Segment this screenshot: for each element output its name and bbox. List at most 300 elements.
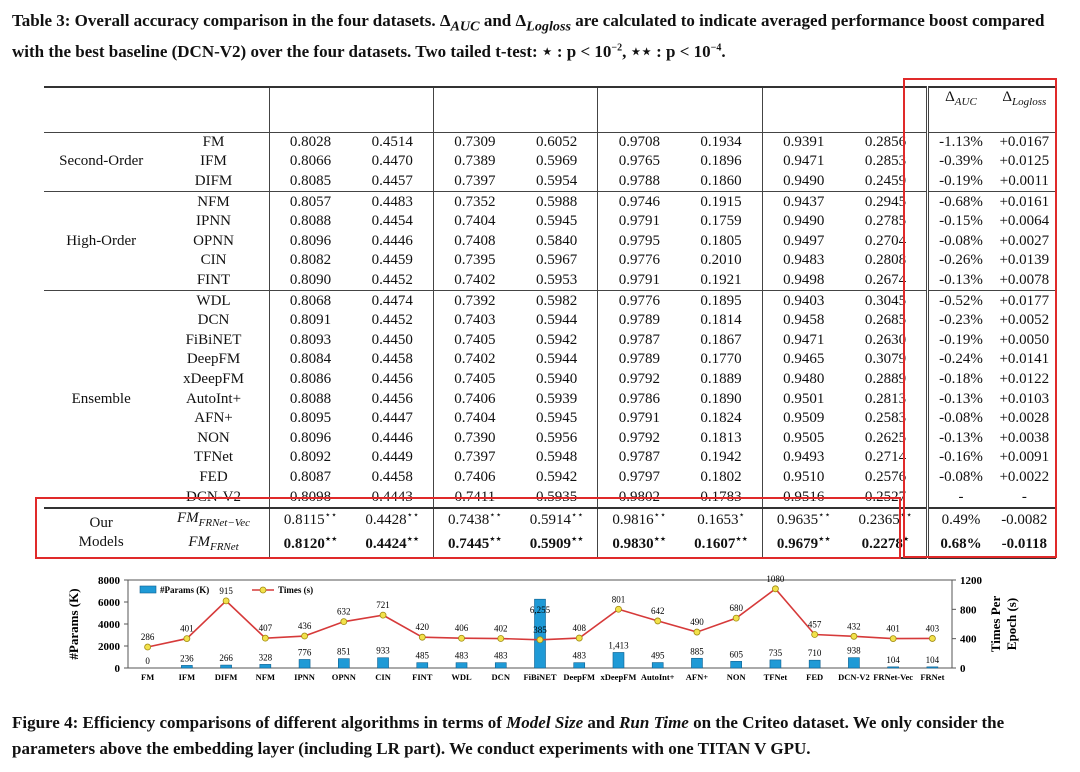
metric-value: 0.1860 [680, 172, 762, 192]
metric-value: 0.7408 [454, 232, 496, 249]
significance-stars: ⋆⋆ [653, 510, 667, 522]
group-name: High-Order [44, 192, 158, 291]
time-point-label: 401 [180, 623, 194, 634]
delta-logloss-value: +0.0091 [999, 449, 1050, 466]
delta-logloss-value: +0.0122 [999, 371, 1050, 388]
param-bar-label: 104 [925, 654, 940, 665]
metric-value: 0.9791 [618, 410, 660, 427]
time-point [733, 615, 739, 621]
metric-value: 0.7403 [454, 312, 496, 329]
x-tick-label: FINT [412, 672, 433, 682]
group-name: Ensemble [44, 291, 158, 508]
delta-auc-value: -0.19% [928, 172, 993, 192]
delta-logloss-value: +0.0050 [999, 331, 1050, 348]
our-model-name: $FM_{FRNet-Vec}$ [158, 508, 269, 533]
delta-logloss-value: +0.0052 [999, 312, 1050, 329]
metric-value: 0.5982 [516, 291, 598, 311]
our-model-row [44, 533, 1056, 558]
metric-value: 0.5944 [516, 350, 598, 370]
param-bar-label: 483 [454, 650, 469, 661]
time-point-label: 632 [337, 606, 351, 617]
significance-stars: ⋆⋆ [818, 534, 831, 546]
x-tick-label: FiBiNET [523, 672, 557, 682]
metric-value: 0.5953 [516, 271, 598, 291]
table-row [44, 429, 1056, 449]
x-tick-label: NON [726, 672, 746, 682]
legend-bar-label: #Params (K) [160, 585, 210, 595]
metric-value: 0.4456 [351, 370, 433, 390]
metric-value: 0.9505 [783, 429, 825, 446]
metric-value: 0.2813 [864, 390, 907, 407]
x-tick-label: FED [806, 672, 824, 682]
param-bar-label: 938 [847, 645, 861, 656]
table-row [44, 232, 1056, 252]
table-row [44, 311, 1056, 331]
metric-value: 0.7405 [454, 371, 496, 388]
metric-value: 0.4514 [351, 132, 433, 152]
time-point [576, 635, 582, 641]
metric-value: 0.2630 [864, 331, 907, 348]
significance-stars: ⋆⋆ [489, 534, 502, 546]
header-dataset-name [269, 87, 433, 112]
metric-value: 0.3079 [864, 351, 907, 368]
metric-value: 0.7397 [454, 449, 496, 466]
metric-value: 0.9465 [783, 351, 825, 368]
x-tick-label: TFNet [763, 672, 788, 682]
delta-logloss-value: +0.0022 [999, 468, 1050, 485]
metric-value: 0.8096 [289, 232, 332, 249]
metric-value: 0.9708 [598, 132, 680, 152]
header-delta-logloss: $\Delta_{Logloss}$ [993, 87, 1056, 112]
table-row [44, 271, 1056, 291]
model-name: WDL [158, 291, 269, 311]
metric-value: 0.9797 [618, 468, 660, 485]
delta-logloss-value: +0.0125 [999, 153, 1050, 170]
metric-value: 0.2785 [864, 213, 907, 230]
model-name: xDeepFM [158, 370, 269, 390]
metric-value: 0.9787 [618, 331, 660, 348]
metric-value: 0.4446 [351, 232, 433, 252]
metric-value: 0.8095 [289, 410, 332, 427]
delta-logloss-value: +0.0161 [993, 192, 1056, 212]
significance-stars: ⋆⋆ [489, 510, 502, 522]
param-bar-label: 885 [690, 646, 704, 657]
param-bar-label: 495 [650, 650, 665, 661]
metric-value: 0.5988 [516, 192, 598, 212]
time-point [498, 636, 504, 642]
metric-value: 0.1921 [680, 271, 762, 291]
our-model-subscript: FRNet [209, 540, 239, 553]
param-bar-label: 1,413 [608, 640, 629, 651]
x-tick-label: DCN-V2 [838, 672, 870, 682]
table-row [44, 448, 1056, 468]
time-point [772, 586, 778, 592]
delta-logloss-value: +0.0139 [999, 252, 1050, 269]
metric-value: 0.5945 [516, 212, 598, 232]
metric-value: 0.5945 [516, 409, 598, 429]
model-name: DIFM [158, 172, 269, 192]
x-tick-label: NFM [255, 672, 276, 682]
delta-auc-value: -0.23% [928, 311, 993, 331]
legend-bar-swatch [140, 586, 156, 593]
param-bar [221, 665, 232, 668]
model-name: FED [158, 468, 269, 488]
metric-value: 0.8068 [269, 291, 351, 311]
metric-value: 0.8093 [289, 331, 332, 348]
our-metric-value: 0.1607⋆⋆ [680, 533, 762, 558]
metric-value: 0.2856 [845, 132, 928, 152]
metric-value: 0.9403 [762, 291, 844, 311]
y2-tick-label: 800 [960, 604, 977, 617]
delta-logloss-value: +0.0038 [999, 429, 1050, 446]
significance-stars: ⋆ [738, 510, 745, 522]
time-point-label: 432 [847, 621, 861, 632]
time-point [380, 612, 386, 618]
metric-value: 0.5948 [516, 448, 598, 468]
delta-logloss-value: +0.0078 [999, 272, 1050, 289]
table-caption-label: Table 3: [12, 11, 71, 30]
time-point-label: 402 [494, 623, 508, 634]
header-model [44, 87, 158, 112]
param-bar [652, 663, 663, 668]
our-metric-value: 0.2365⋆⋆ [845, 508, 928, 533]
x-tick-label: AutoInt+ [640, 672, 675, 682]
metric-value: 0.9483 [783, 252, 825, 269]
param-bar-label: 483 [572, 650, 586, 661]
time-point [929, 635, 935, 641]
metric-value: 0.5939 [516, 389, 598, 409]
time-point-label: 680 [729, 603, 743, 614]
time-point [184, 636, 190, 642]
table-row [44, 192, 1056, 212]
results-table [44, 86, 1056, 559]
time-point-label: 385 [533, 624, 547, 635]
metric-value: 0.4450 [351, 331, 433, 351]
metric-value: 0.8092 [289, 449, 332, 466]
header-class [44, 112, 158, 132]
param-bar-label: 485 [415, 650, 430, 661]
table-subheader-row [44, 112, 1056, 132]
param-bar-label: 328 [258, 652, 273, 663]
metric-value: 0.9498 [783, 272, 825, 289]
model-name: DCN [158, 311, 269, 331]
model-name: NFM [158, 192, 269, 212]
our-metric-value: 0.7445⋆⋆ [434, 533, 516, 558]
our-metric-value: 0.5909⋆⋆ [516, 533, 598, 558]
time-point [223, 598, 229, 604]
delta-auc-value: -0.16% [928, 448, 993, 468]
metric-value: 0.1942 [680, 448, 762, 468]
metric-value: 0.5969 [516, 152, 598, 172]
metric-value: 0.8088 [289, 213, 332, 230]
table-row [44, 350, 1056, 370]
x-tick-label: OPNN [331, 672, 356, 682]
metric-value: 0.9791 [618, 213, 660, 230]
metric-value: 0.2704 [864, 232, 907, 249]
metric-value: 0.9493 [783, 449, 825, 466]
time-point [459, 635, 465, 641]
metric-value: 0.4459 [351, 251, 433, 271]
metric-value: 0.8082 [289, 252, 332, 269]
delta-logloss-value: +0.0064 [999, 213, 1050, 230]
metric-value: 0.2576 [864, 468, 907, 485]
metric-value: 0.4452 [351, 271, 433, 291]
metric-value: 0.1759 [680, 212, 762, 232]
time-point-label: 642 [650, 605, 665, 616]
our-metric-value: 0.8120⋆⋆ [269, 533, 351, 558]
delta-auc-value: -0.18% [928, 370, 993, 390]
metric-value: 0.2853 [864, 153, 907, 170]
metric-value: 0.8085 [289, 173, 332, 190]
our-metric-value: 0.1653⋆ [680, 508, 762, 533]
metric-value: 0.1814 [680, 311, 762, 331]
metric-value: 0.2674 [864, 272, 907, 289]
metric-value: 0.4458 [351, 468, 433, 488]
param-bar-label: 851 [337, 646, 351, 657]
param-bar [613, 652, 624, 668]
model-name: FM [158, 132, 269, 152]
metric-value: 0.2010 [680, 251, 762, 271]
header-logloss [845, 112, 928, 132]
our-metric-value: 0.7438⋆⋆ [434, 508, 516, 533]
y-axis-label: #Params (K) [66, 588, 81, 660]
metric-value: 0.5944 [516, 311, 598, 331]
delta-auc-value: -0.13% [928, 271, 993, 291]
metric-value: 0.6052 [516, 132, 598, 152]
metric-value: 0.9471 [783, 331, 825, 348]
metric-value: 0.2527 [864, 488, 907, 505]
metric-value: 0.7352 [434, 192, 516, 212]
model-name: FiBiNET [158, 331, 269, 351]
x-tick-label: IPNN [294, 672, 315, 682]
x-tick-label: DIFM [214, 672, 238, 682]
metric-value: 0.4449 [351, 448, 433, 468]
delta-logloss-value: +0.0027 [999, 232, 1050, 249]
time-point-label: 286 [140, 632, 155, 643]
metric-value: 0.7395 [454, 252, 496, 269]
metric-value: 0.5967 [516, 251, 598, 271]
x-tick-label: DeepFM [563, 672, 596, 682]
metric-value: 0.9391 [762, 132, 844, 152]
metric-value: 0.9501 [783, 390, 825, 407]
table-row [44, 487, 1056, 508]
metric-value: 0.2714 [864, 449, 907, 466]
legend-line-marker [260, 587, 266, 593]
our-metric-value: 0.4428⋆⋆ [351, 508, 433, 533]
model-name: DeepFM [158, 350, 269, 370]
delta-auc-value: 0.49% [928, 508, 993, 533]
metric-value: 0.5840 [516, 232, 598, 252]
metric-value: 0.4470 [351, 152, 433, 172]
our-metric-value: 0.9816⋆⋆ [598, 508, 680, 533]
metric-value: 0.2945 [845, 192, 928, 212]
param-bar-label: 735 [768, 647, 783, 658]
metric-value: 0.5942 [516, 468, 598, 488]
our-model-name: $FM_{FRNet}$ [158, 533, 269, 558]
model-name: AFN+ [158, 409, 269, 429]
significance-stars: ⋆⋆ [818, 510, 831, 522]
param-bar-label: 776 [297, 647, 312, 658]
param-bar [731, 661, 742, 668]
metric-value: 0.7389 [454, 153, 496, 170]
param-bar [770, 660, 781, 668]
significance-stars: ⋆⋆ [570, 534, 584, 546]
header-auc [434, 112, 516, 132]
header-logloss [351, 112, 433, 132]
metric-value: 0.4454 [351, 212, 433, 232]
table-row [44, 251, 1056, 271]
time-point [262, 635, 268, 641]
y2-axis-label-1: Times Per [988, 595, 1003, 653]
our-metric-value: 0.2278⋆ [845, 533, 928, 558]
metric-value: 0.9765 [618, 153, 660, 170]
delta-auc-value: -0.08% [928, 232, 993, 252]
param-bar [495, 663, 506, 668]
metric-value: 0.8086 [289, 371, 332, 388]
header-delta-auc: $\Delta_{AUC}$ [928, 87, 993, 112]
metric-value: 0.7404 [454, 213, 496, 230]
metric-value: 0.9776 [598, 291, 680, 311]
time-point-label: 1080 [766, 573, 785, 584]
metric-value: 0.8096 [289, 429, 332, 446]
time-point [851, 633, 857, 639]
metric-value: 0.9802 [618, 488, 660, 505]
metric-value: 0.1802 [680, 468, 762, 488]
metric-value: 0.9792 [618, 429, 660, 446]
delta-logloss-value: +0.0141 [999, 351, 1050, 368]
delta-auc-value: -0.26% [928, 251, 993, 271]
delta-auc-value: -0.68% [928, 192, 993, 212]
y-tick-label: 4000 [98, 619, 120, 631]
significance-stars: ⋆⋆ [735, 534, 748, 546]
metric-value: 0.7402 [454, 272, 496, 289]
metric-value: 0.4483 [351, 192, 433, 212]
metric-value: 0.1896 [680, 152, 762, 172]
metric-value: 0.9746 [598, 192, 680, 212]
header-up-arrow [928, 112, 993, 132]
our-model-row [44, 508, 1056, 533]
metric-value: 0.9789 [618, 351, 660, 368]
metric-value: 0.1770 [680, 350, 762, 370]
model-name: NON [158, 429, 269, 449]
metric-value: 0.9792 [618, 371, 660, 388]
delta-auc-value: -1.13% [928, 132, 993, 152]
table-row [44, 132, 1056, 152]
param-bar [181, 665, 192, 668]
metric-value: 0.4456 [351, 389, 433, 409]
metric-value: 0.1895 [680, 291, 762, 311]
metric-value: 0.9787 [618, 449, 660, 466]
delta-logloss-value: +0.0103 [999, 390, 1050, 407]
delta-logloss-value: +0.0167 [993, 132, 1056, 152]
metric-value: 0.8028 [269, 132, 351, 152]
models-label: Models [78, 534, 124, 551]
time-point [694, 629, 700, 635]
param-bar [378, 658, 389, 668]
metric-value: 0.9510 [783, 468, 825, 485]
significance-stars: ⋆⋆ [324, 510, 338, 522]
significance-stars: ⋆⋆ [653, 534, 667, 546]
metric-value: 0.9786 [618, 390, 660, 407]
metric-value: 0.1934 [680, 132, 762, 152]
header-datasets [158, 87, 269, 112]
results-table-container [44, 86, 1056, 559]
model-name: IFM [158, 152, 269, 172]
param-bar [417, 663, 428, 668]
legend-line-label: Times (s) [278, 585, 314, 595]
time-point-label: 721 [376, 600, 390, 611]
param-bar [927, 667, 938, 668]
param-bar [888, 667, 899, 668]
time-point [341, 619, 347, 625]
metric-value: 0.2808 [864, 252, 907, 269]
delta-auc-value: -0.19% [928, 331, 993, 351]
metric-value: 0.1889 [680, 370, 762, 390]
metric-value: 0.9471 [783, 153, 825, 170]
metric-value: 0.4452 [351, 311, 433, 331]
time-point [145, 644, 151, 650]
significance-stars: ⋆⋆ [406, 534, 420, 546]
group-name: Second-Order [44, 132, 158, 192]
metric-value: 0.9437 [762, 192, 844, 212]
header-model-name [158, 112, 269, 132]
metric-value: 0.5956 [516, 429, 598, 449]
table-row [44, 152, 1056, 172]
metric-value: 0.7406 [454, 468, 496, 485]
x-tick-label: AFN+ [685, 672, 709, 682]
x-tick-label: xDeepFM [600, 672, 637, 682]
time-point-label: 408 [572, 623, 586, 634]
table-row [44, 409, 1056, 429]
model-name: IPNN [158, 212, 269, 232]
figure-caption: Figure 4: Efficiency comparisons of different algorithms in terms of Model Size and Run Time on the Criteo dataset. We only consider the parameters above the embedding layer (including LR part). We conduct experiments with one TITAN V GPU. [12, 713, 1005, 758]
metric-value: 0.1783 [680, 487, 762, 508]
delta-auc-value: - [928, 487, 993, 508]
y2-tick-label: 1200 [960, 575, 982, 587]
header-auc [269, 112, 351, 132]
metric-value: 0.1890 [680, 389, 762, 409]
header-auc [762, 112, 844, 132]
delta-auc-value: -0.39% [928, 152, 993, 172]
time-point [615, 606, 621, 612]
x-tick-label: FM [141, 672, 155, 682]
table-caption: Table 3: Overall accuracy comparison in the four datasets. $\Delta_{AUC}$ and $\Delta_{Logloss}$ are calculated to indicate averaged performance boost compared with the best baseline (DCN-V2) over the four datasets. Two tailed t-test: ⋆ : $p < 10^{-2}$, ⋆⋆ : $p < 10^{-4}$. [12, 11, 1045, 62]
header-dataset-name [762, 87, 927, 112]
time-point-label: 490 [690, 617, 704, 628]
metric-value: 0.7404 [454, 410, 496, 427]
y-tick-label: 6000 [98, 597, 120, 609]
param-bar [809, 660, 820, 668]
param-bar-label: 0 [145, 656, 150, 666]
metric-value: 0.2685 [864, 312, 907, 329]
param-bar [848, 658, 859, 668]
metric-value: 0.8090 [289, 272, 332, 289]
param-bar-label: 236 [180, 653, 194, 664]
delta-auc-value: -0.08% [928, 409, 993, 429]
delta-logloss-value: - [1021, 488, 1027, 505]
metric-value: 0.9789 [618, 312, 660, 329]
metric-value: 0.2889 [864, 371, 907, 388]
delta-auc-value: -0.24% [928, 350, 993, 370]
our-metric-value: 0.9830⋆⋆ [598, 533, 680, 558]
model-name: AutoInt+ [158, 389, 269, 409]
metric-value: 0.9490 [783, 173, 825, 190]
metric-value: 0.4447 [351, 409, 433, 429]
table-row [44, 291, 1056, 311]
significance-stars: ⋆⋆ [899, 510, 913, 522]
model-name: FINT [158, 271, 269, 291]
param-bar [260, 664, 271, 668]
